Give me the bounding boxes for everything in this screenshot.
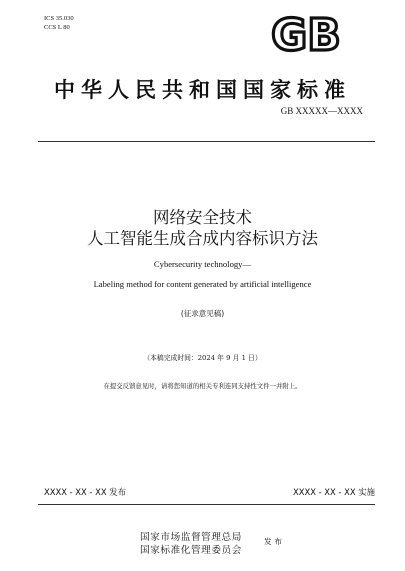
ccs-code: CCS L 80 [44,24,70,31]
issuer-sac: 国家标准化管理委员会 [140,545,242,556]
issue-date: XXXX - XX - XX 发布 [44,487,127,497]
classification-codes [44,14,74,32]
title-chinese-line-2: 人工智能生成合成内容标识方法 [87,229,318,248]
title-english-line-1: Cybersecurity technology— [153,259,252,269]
bottom-divider [38,504,375,505]
publish-label: 发布 [264,537,285,546]
completion-date: （本稿完成时间：2024 年 9 月 1 日） [143,354,262,362]
title-english-line-2: Labeling method for content generated by artificial intelligence [93,279,312,289]
standard-code: GB XXXXX—XXXX [280,106,363,116]
title-chinese-line-1: 网络安全技术 [153,208,252,227]
implementation-date: XXXX - XX - XX 实施 [292,487,375,497]
issuer-samr: 国家市场监督管理总局 [140,532,242,543]
ics-code: ICS 35.030 [44,15,74,22]
top-divider [38,141,375,142]
gb-logo [270,10,342,56]
feedback-note: 在提交反馈意见时，请将您知道的相关专利连同支持性文件一并附上。 [103,382,302,390]
gb-logo-text: GB [271,10,341,56]
standard-name: 中华人民共和国国家标准 [54,78,351,102]
draft-label: (征求意见稿) [180,309,225,318]
